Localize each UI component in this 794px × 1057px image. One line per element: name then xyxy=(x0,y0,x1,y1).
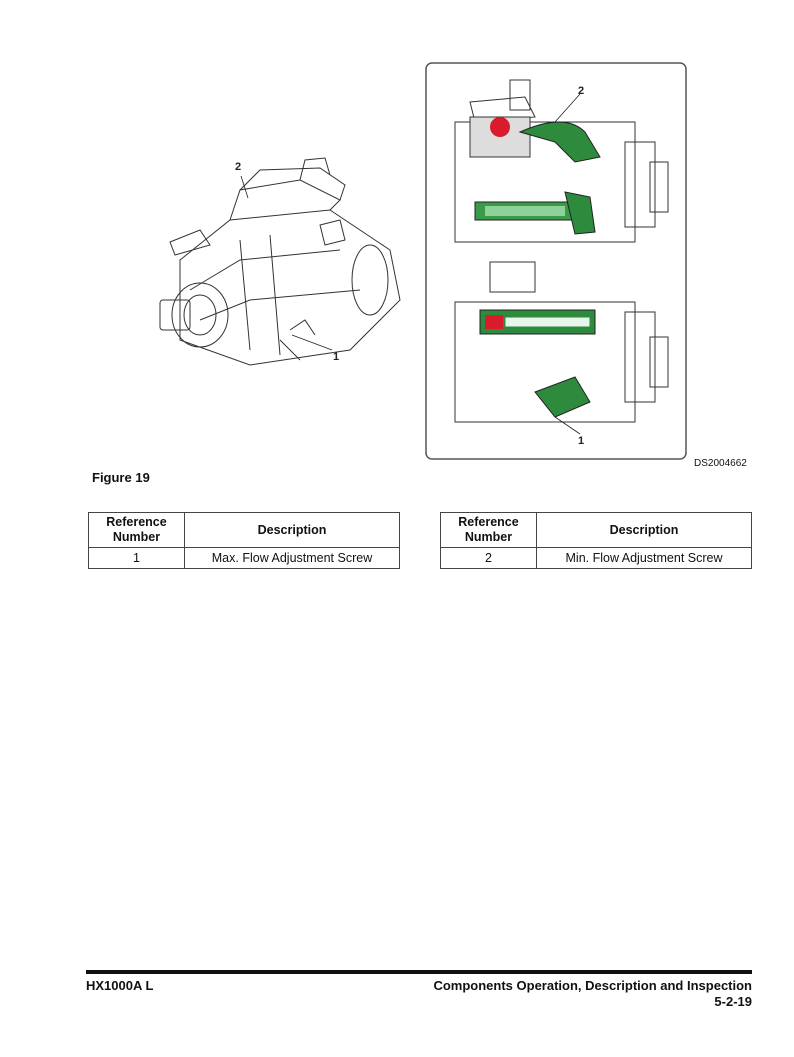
reference-table-1 xyxy=(88,512,400,569)
header-reference-number: Reference Number xyxy=(89,513,185,548)
table-header-row xyxy=(441,513,752,548)
footer-model: HX1000A L xyxy=(86,978,154,993)
footer-section-title: Components Operation, Description and Inspection xyxy=(433,978,752,993)
table-row xyxy=(441,548,752,569)
footer-page-number: 5-2-19 xyxy=(714,994,752,1009)
drawing-code: DS2004662 xyxy=(694,458,747,469)
cell-description: Max. Flow Adjustment Screw xyxy=(185,548,400,569)
header-description: Description xyxy=(537,513,752,548)
header-description: Description xyxy=(185,513,400,548)
cutaway-illustration xyxy=(425,62,687,460)
cell-reference-number: 2 xyxy=(441,548,537,569)
callout-top-2: 2 xyxy=(578,85,585,97)
callout-left-1: 1 xyxy=(333,351,340,363)
table-header-row xyxy=(89,513,400,548)
table-row xyxy=(89,548,400,569)
footer-section xyxy=(433,978,752,1010)
cell-description: Min. Flow Adjustment Screw xyxy=(537,548,752,569)
reference-table-2 xyxy=(440,512,752,569)
header-reference-number: Reference Number xyxy=(441,513,537,548)
figure-label: Figure 19 xyxy=(92,470,150,485)
callout-bottom-1: 1 xyxy=(578,435,585,447)
cell-reference-number: 1 xyxy=(89,548,185,569)
callout-left-2: 2 xyxy=(235,161,242,173)
footer-divider xyxy=(86,970,752,974)
pump-illustration xyxy=(140,150,410,380)
